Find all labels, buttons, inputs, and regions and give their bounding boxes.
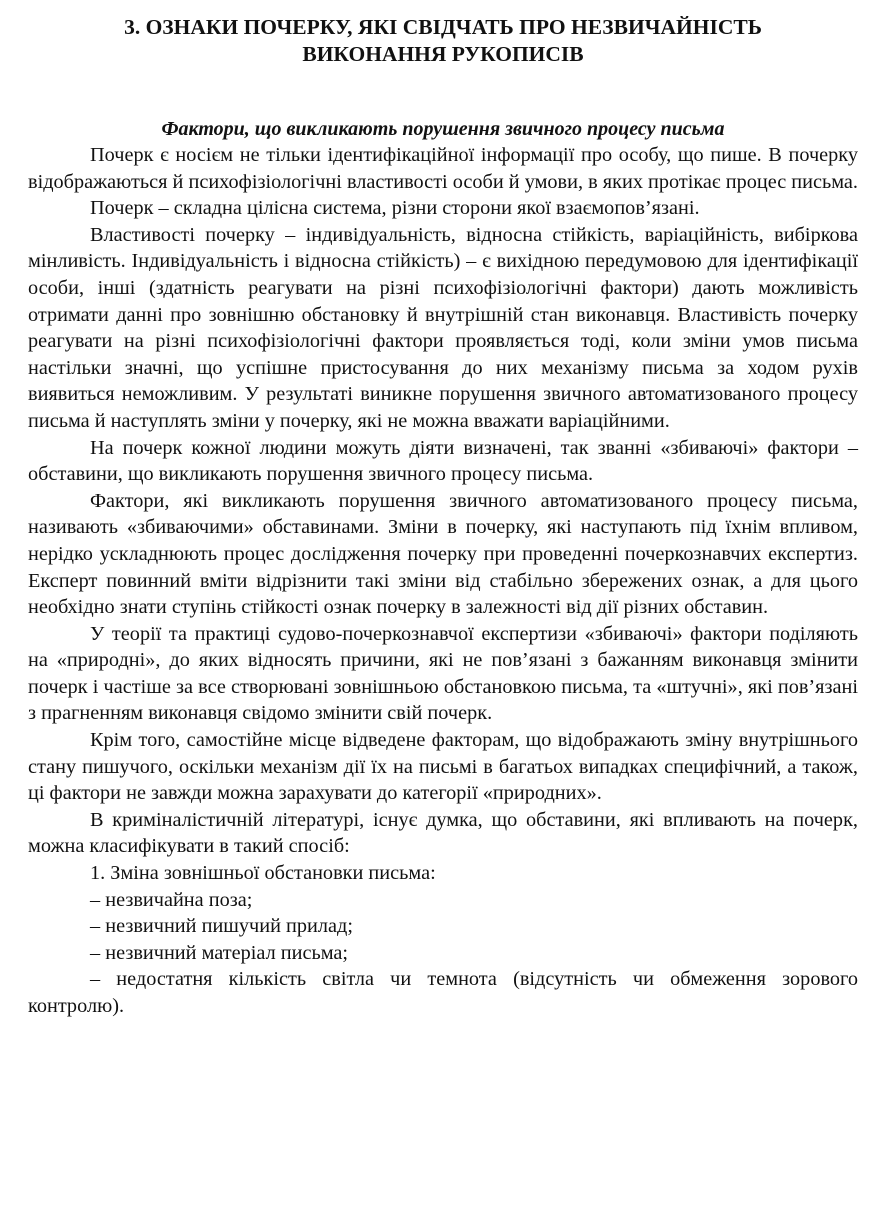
list-item: – незвичний пишучий прилад; — [90, 915, 353, 938]
paragraph: У теорії та практиці судово-почеркознавчої експертизи «збиваючі» фактори поділяють на «природні», до яких відносять причини, які не пов’язані з бажанням виконавця змінити почерк і частіше за все створювані зовнішньою обстановкою письма, та «штучні», які пов’язані з прагненням виконавця свідомо змінити свій почерк. — [28, 622, 858, 725]
paragraph: В криміналістичній літературі, існує думка, що обставини, які впливають на почерк, можна класифікувати в такий спосіб: — [28, 808, 858, 858]
paragraph: Властивості почерку – індивідуальність, відносна стійкість, варіаційність, вибіркова мінливість. Індивідуальність і відносна стійкість) – є вихідною передумовою для ідентифікації особи, інші (здатність реагувати на різні психофізіологічні фактори) дають можливість отримати данні про зовнішню обстановку й внутрішній стан виконавця. Властивість почерку реагувати на різні психофізіологічні фактори проявляється тоді, коли зміни умов письма настільки значні, що успішне пристосування до них механізму письма за ходом рухів виявиться неможливим. У результаті виникне порушення звичного автоматизованого процесу письма й наступлять зміни у почерку, які не можна вважати варіаційними. — [28, 223, 858, 432]
section-title-line-1: 3. ОЗНАКИ ПОЧЕРКУ, ЯКІ СВІДЧАТЬ ПРО НЕЗВИЧАЙНІСТЬ — [124, 15, 762, 39]
paragraph: Почерк є носієм не тільки ідентифікаційної інформації про особу, що пише. В почерку відображаються й психофізіологічні властивості особи й умови, в яких протікає процес письма. — [28, 144, 859, 193]
paragraph: Почерк – складна цілісна система, різни сторони якої взаємопов’язані. — [90, 197, 700, 220]
list-heading: 1. Зміна зовнішньої обстановки письма: — [90, 862, 436, 885]
list-item: – недостатня кількість світла чи темнота (відсутність чи обмеження зорового контролю). — [28, 968, 858, 1017]
paragraph: На почерк кожної людини можуть діяти визначені, так званні «збиваючі» фактори – обставини, що викликають порушення звичного процесу письма. — [28, 436, 858, 486]
subsection-heading: Фактори, що викликають порушення звичного процесу письма — [161, 118, 725, 140]
paragraph: Фактори, які викликають порушення звичного автоматизованого процесу письма, називають «збиваючими» обставинами. Зміни в почерку, які наступають під їхнім впливом, нерідко ускладнюють процес дослідження почерку при проведенні почеркознавчих експертиз. Експерт повинний вміти відрізнити такі зміни від стабільно збережених ознак, а для цього необхідно знати ступінь стійкості ознак почерку в залежності від дії різних обставин. — [28, 489, 858, 619]
document-page — [28, 14, 858, 1020]
paragraph: Крім того, самостійне місце відведене факторам, що відображають зміну внутрішнього стану пишучого, оскільки механізм дії їх на письмі в багатьох випадках специфічний, а також, ці фактори не завжди можна зарахувати до категорії «природних». — [28, 729, 858, 805]
list-item: – незвичайна поза; — [90, 888, 253, 911]
list-item: – незвичний матеріал письма; — [90, 941, 349, 964]
section-title-line-2: ВИКОНАННЯ РУКОПИСІВ — [302, 42, 584, 66]
